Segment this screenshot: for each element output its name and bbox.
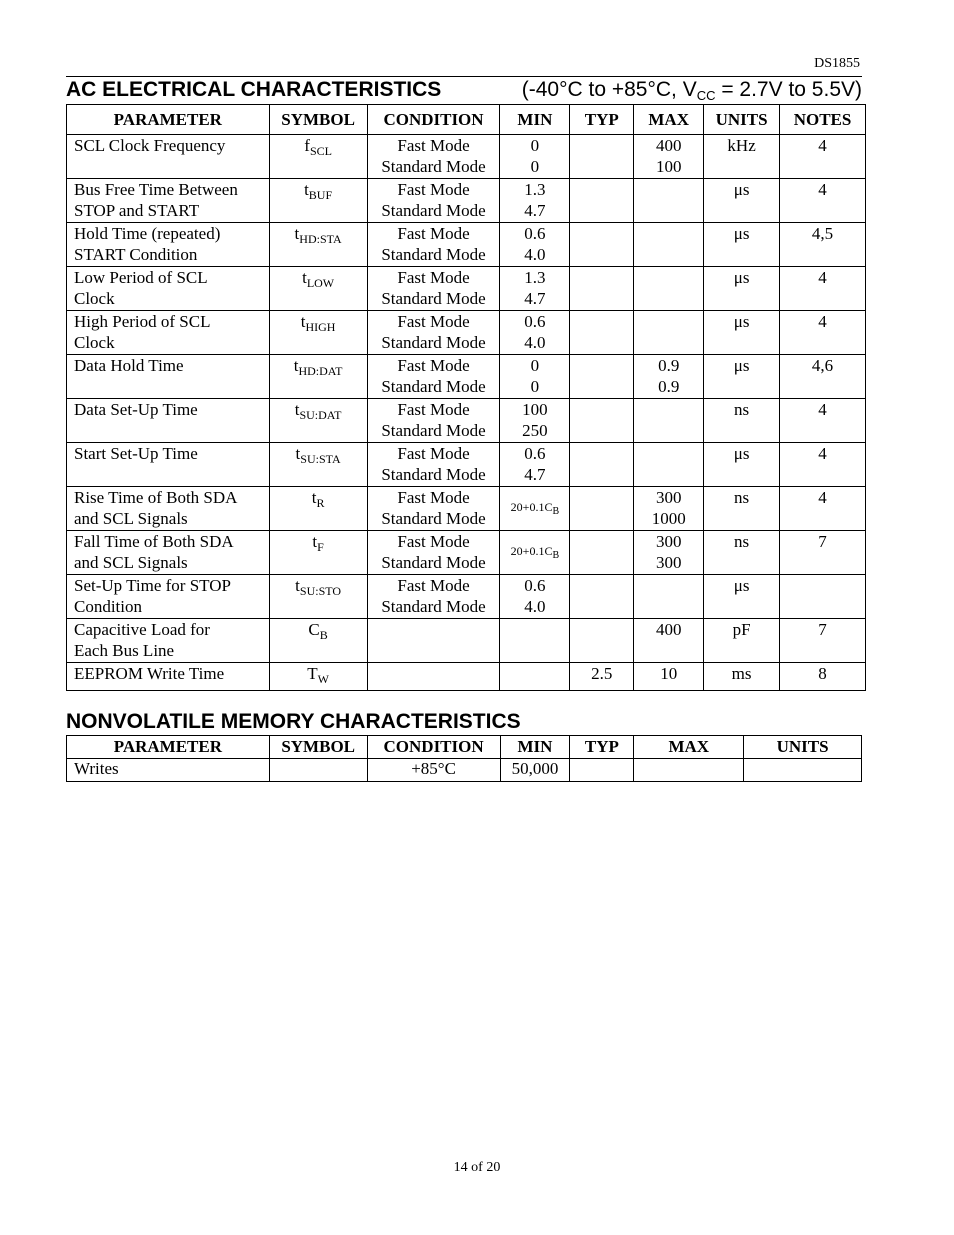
- cell-min: [500, 399, 570, 443]
- cell-parameter: [67, 487, 270, 531]
- cell-units: μs: [704, 179, 780, 223]
- table-row: [67, 619, 866, 663]
- min-fast: 1.3: [524, 268, 546, 287]
- parameter-line-2: START Condition: [74, 245, 198, 264]
- cell-condition: [367, 223, 500, 267]
- cell-parameter: [67, 135, 270, 179]
- symbol-subscript: SU:STA: [300, 452, 341, 466]
- parameter-line-2: Each Bus Line: [74, 641, 175, 660]
- cell-typ: [570, 619, 634, 663]
- condition-standard: Standard Mode: [381, 157, 486, 176]
- min-standard: 250: [522, 421, 548, 440]
- min-formula: 20+0.1C: [510, 544, 553, 558]
- cell-condition: [367, 135, 500, 179]
- cell-units: ns: [704, 531, 780, 575]
- nv-header-condition: CONDITION: [367, 736, 500, 759]
- symbol-letter: t: [311, 488, 317, 507]
- condition-standard: Standard Mode: [381, 245, 486, 264]
- cell-notes: 4: [780, 399, 866, 443]
- parameter-line-2: Clock: [74, 289, 115, 308]
- condition-fast: Fast Mode: [397, 532, 470, 551]
- cell-max: [634, 355, 704, 399]
- table-row: [67, 575, 866, 619]
- table-row: [67, 443, 866, 487]
- table-row: [67, 267, 866, 311]
- parameter-line-1: Data Hold Time: [74, 356, 184, 375]
- cell-min: [500, 663, 570, 691]
- symbol-letter: t: [295, 576, 300, 595]
- table-row: [67, 179, 866, 223]
- min-standard: 4.7: [524, 289, 546, 308]
- condition-fast: Fast Mode: [397, 224, 470, 243]
- min-standard: 0: [530, 157, 540, 176]
- symbol-letter: f: [304, 136, 310, 155]
- cell-symbol: [269, 355, 367, 399]
- parameter-line-2: Condition: [74, 597, 143, 616]
- cell-notes: 4: [780, 179, 866, 223]
- cell-parameter: [67, 619, 270, 663]
- ac-test-conditions: [522, 78, 862, 103]
- cell-typ: [570, 399, 634, 443]
- cell-min: [500, 619, 570, 663]
- cell-max: [634, 487, 704, 531]
- parameter-line-1: Fall Time of Both SDA: [74, 532, 234, 551]
- cell-min: [500, 179, 570, 223]
- ac-section-title: AC ELECTRICAL CHARACTERISTICS: [66, 78, 442, 101]
- cell-symbol: [269, 531, 367, 575]
- cell-symbol: [269, 399, 367, 443]
- min-formula-sub: B: [552, 506, 560, 517]
- min-formula: 20+0.1C: [510, 500, 553, 514]
- nv-header-symbol: SYMBOL: [269, 736, 367, 759]
- min-standard: 4.0: [524, 597, 546, 616]
- cell-min: [500, 443, 570, 487]
- cell-parameter: [67, 443, 270, 487]
- cell-units: ns: [704, 487, 780, 531]
- cell-typ: [570, 575, 634, 619]
- cell-symbol: [269, 135, 367, 179]
- cell-max: [634, 267, 704, 311]
- cell-max: [634, 311, 704, 355]
- header-parameter: PARAMETER: [67, 105, 270, 135]
- parameter-line-2: Clock: [74, 333, 115, 352]
- parameter-line-1: Start Set-Up Time: [74, 444, 198, 463]
- cell-units: ms: [704, 663, 780, 691]
- symbol-subscript: W: [317, 672, 329, 686]
- cell-min: [500, 311, 570, 355]
- nv-parameter: Writes: [67, 759, 270, 782]
- cell-max: [634, 135, 704, 179]
- condition-standard: Standard Mode: [381, 421, 486, 440]
- cell-symbol: [269, 267, 367, 311]
- cell-typ: [570, 223, 634, 267]
- cell-units: kHz: [704, 135, 780, 179]
- table-row: [67, 663, 866, 691]
- condition-fast: Fast Mode: [397, 576, 470, 595]
- symbol-subscript: F: [317, 540, 324, 554]
- conditions-subscript: CC: [696, 88, 716, 103]
- cell-parameter: [67, 575, 270, 619]
- min-fast: 0.6: [524, 312, 546, 331]
- max-standard: 300: [655, 553, 682, 572]
- cell-notes: 4: [780, 311, 866, 355]
- symbol-letter: C: [308, 620, 320, 639]
- cell-condition: [367, 575, 500, 619]
- ac-heading-row: [66, 76, 862, 103]
- cell-units: μs: [704, 575, 780, 619]
- cell-min: [500, 267, 570, 311]
- symbol-letter: t: [312, 532, 318, 551]
- cell-units: μs: [704, 311, 780, 355]
- ac-table-body: [67, 135, 866, 691]
- min-fast: 0: [530, 136, 540, 155]
- min-fast: 0.6: [524, 224, 546, 243]
- conditions-suffix: = 2.7V to 5.5V): [715, 78, 862, 101]
- cell-units: μs: [704, 443, 780, 487]
- header-min: MIN: [500, 105, 570, 135]
- nv-header-parameter: PARAMETER: [67, 736, 270, 759]
- condition-fast: Fast Mode: [397, 356, 470, 375]
- symbol-subscript: HD:STA: [299, 232, 342, 246]
- cell-parameter: [67, 267, 270, 311]
- document-id: DS1855: [814, 56, 860, 71]
- symbol-letter: t: [294, 224, 300, 243]
- cell-condition: [367, 355, 500, 399]
- cell-typ: 2.5: [570, 663, 634, 691]
- nv-symbol: [269, 759, 367, 782]
- cell-max: [634, 443, 704, 487]
- nv-max: [634, 759, 744, 782]
- parameter-line-1: Capacitive Load for: [74, 620, 210, 639]
- cell-notes: 4: [780, 135, 866, 179]
- parameter-line-2: and SCL Signals: [74, 509, 188, 528]
- parameter-line-2: and SCL Signals: [74, 553, 188, 572]
- header-units: UNITS: [704, 105, 780, 135]
- cell-condition: [367, 619, 500, 663]
- condition-standard: Standard Mode: [381, 377, 486, 396]
- cell-notes: [780, 575, 866, 619]
- cell-units: μs: [704, 223, 780, 267]
- ac-characteristics-table: [66, 104, 866, 691]
- condition-standard: Standard Mode: [381, 201, 486, 220]
- condition-fast: Fast Mode: [397, 312, 470, 331]
- cell-notes: 4,5: [780, 223, 866, 267]
- cell-max: [634, 223, 704, 267]
- min-fast: 100: [522, 400, 548, 419]
- symbol-letter: t: [295, 444, 301, 463]
- symbol-letter: T: [307, 664, 318, 683]
- max-standard: 1000: [651, 509, 686, 528]
- symbol-subscript: HD:DAT: [298, 364, 343, 378]
- nv-min: 50,000: [500, 759, 570, 782]
- cell-condition: [367, 443, 500, 487]
- parameter-line-1: Low Period of SCL: [74, 268, 208, 287]
- table-row: [67, 487, 866, 531]
- header-symbol: SYMBOL: [269, 105, 367, 135]
- min-standard: 4.0: [524, 333, 546, 352]
- symbol-letter: t: [302, 268, 307, 287]
- table-row: [67, 759, 862, 782]
- condition-standard: Standard Mode: [381, 289, 486, 308]
- cell-notes: 8: [780, 663, 866, 691]
- cell-notes: 7: [780, 531, 866, 575]
- cell-units: ns: [704, 399, 780, 443]
- table-row: [67, 135, 866, 179]
- cell-typ: [570, 311, 634, 355]
- cell-max: [634, 531, 704, 575]
- symbol-subscript: SCL: [309, 144, 332, 158]
- cell-min: [500, 575, 570, 619]
- parameter-line-1: SCL Clock Frequency: [74, 136, 226, 155]
- min-fast: 1.3: [524, 180, 546, 199]
- cell-symbol: [269, 663, 367, 691]
- symbol-subscript: SU:STO: [299, 584, 342, 598]
- ac-header-row: [67, 105, 866, 135]
- header-notes: NOTES: [780, 105, 866, 135]
- nv-section-title: NONVOLATILE MEMORY CHARACTERISTICS: [66, 710, 521, 733]
- cell-units: μs: [704, 355, 780, 399]
- symbol-subscript: R: [316, 496, 325, 510]
- cell-symbol: [269, 179, 367, 223]
- cell-notes: 7: [780, 619, 866, 663]
- max-fast: 300: [655, 532, 682, 551]
- condition-fast: Fast Mode: [397, 136, 470, 155]
- table-row: [67, 399, 866, 443]
- symbol-letter: t: [304, 180, 309, 199]
- nv-header-row: [67, 736, 862, 759]
- nv-typ: [570, 759, 634, 782]
- symbol-subscript: B: [319, 628, 328, 642]
- max-fast: 10: [660, 664, 678, 683]
- cell-notes: 4: [780, 267, 866, 311]
- cell-min: [500, 223, 570, 267]
- cell-parameter: [67, 311, 270, 355]
- table-row: [67, 355, 866, 399]
- min-standard: 0: [530, 377, 540, 396]
- min-standard: 4.7: [524, 465, 546, 484]
- cell-parameter: [67, 531, 270, 575]
- min-fast: 0: [530, 356, 540, 375]
- nv-condition: +85°C: [367, 759, 500, 782]
- condition-fast: Fast Mode: [397, 400, 470, 419]
- cell-notes: 4: [780, 487, 866, 531]
- parameter-line-1: Bus Free Time Between: [74, 180, 238, 199]
- cell-typ: [570, 267, 634, 311]
- min-fast: 0.6: [524, 444, 546, 463]
- cell-max: [634, 399, 704, 443]
- header-typ: TYP: [570, 105, 634, 135]
- max-fast: 400: [655, 620, 682, 639]
- condition-standard: Standard Mode: [381, 597, 486, 616]
- symbol-letter: t: [293, 356, 299, 375]
- nv-characteristics-table: [66, 735, 862, 782]
- cell-condition: [367, 487, 500, 531]
- table-row: [67, 531, 866, 575]
- parameter-line-2: STOP and START: [74, 201, 200, 220]
- cell-notes: 4: [780, 443, 866, 487]
- cell-typ: [570, 135, 634, 179]
- cell-typ: [570, 531, 634, 575]
- cell-symbol: [269, 619, 367, 663]
- cell-parameter: [67, 355, 270, 399]
- parameter-line-1: High Period of SCL: [74, 312, 211, 331]
- cell-max: [634, 179, 704, 223]
- cell-min: [500, 487, 570, 531]
- cell-parameter: [67, 663, 270, 691]
- min-fast: 0.6: [524, 576, 546, 595]
- condition-fast: Fast Mode: [397, 488, 470, 507]
- header-max: MAX: [634, 105, 704, 135]
- condition-standard: Standard Mode: [381, 509, 486, 528]
- nv-header-typ: TYP: [570, 736, 634, 759]
- parameter-line-1: EEPROM Write Time: [74, 664, 225, 683]
- cell-condition: [367, 311, 500, 355]
- min-formula-sub: B: [552, 550, 560, 561]
- cell-typ: [570, 443, 634, 487]
- condition-standard: Standard Mode: [381, 553, 486, 572]
- cell-max: [634, 619, 704, 663]
- table-row: [67, 223, 866, 267]
- min-standard: 4.0: [524, 245, 546, 264]
- condition-standard: Standard Mode: [381, 333, 486, 352]
- conditions-prefix: (-40°C to +85°C, V: [521, 78, 697, 101]
- cell-parameter: [67, 399, 270, 443]
- max-fast: 400: [655, 136, 682, 155]
- header-condition: CONDITION: [367, 105, 500, 135]
- cell-min: [500, 355, 570, 399]
- cell-symbol: [269, 487, 367, 531]
- cell-symbol: [269, 311, 367, 355]
- condition-standard: Standard Mode: [381, 465, 486, 484]
- cell-condition: [367, 179, 500, 223]
- nv-header-units: UNITS: [744, 736, 862, 759]
- page-number: 14 of 20: [453, 1160, 501, 1175]
- cell-condition: [367, 531, 500, 575]
- cell-typ: [570, 487, 634, 531]
- cell-condition: [367, 663, 500, 691]
- symbol-subscript: LOW: [306, 276, 335, 290]
- max-standard: 100: [655, 157, 682, 176]
- cell-notes: 4,6: [780, 355, 866, 399]
- cell-typ: [570, 355, 634, 399]
- min-standard: 4.7: [524, 201, 546, 220]
- condition-fast: Fast Mode: [397, 268, 470, 287]
- max-standard: 0.9: [658, 377, 680, 396]
- condition-fast: Fast Mode: [397, 444, 470, 463]
- parameter-line-1: Hold Time (repeated): [74, 224, 221, 243]
- max-fast: 300: [655, 488, 682, 507]
- parameter-line-1: Set-Up Time for STOP: [74, 576, 231, 595]
- cell-max: [634, 575, 704, 619]
- symbol-subscript: HIGH: [305, 320, 336, 334]
- max-fast: 0.9: [658, 356, 680, 375]
- condition-fast: Fast Mode: [397, 180, 470, 199]
- cell-condition: [367, 267, 500, 311]
- cell-symbol: [269, 443, 367, 487]
- symbol-letter: t: [300, 312, 306, 331]
- nv-header-max: MAX: [634, 736, 744, 759]
- table-row: [67, 311, 866, 355]
- nv-header-min: MIN: [500, 736, 570, 759]
- cell-symbol: [269, 223, 367, 267]
- cell-symbol: [269, 575, 367, 619]
- cell-units: μs: [704, 267, 780, 311]
- symbol-subscript: SU:DAT: [299, 408, 342, 422]
- cell-parameter: [67, 179, 270, 223]
- cell-max: [634, 663, 704, 691]
- cell-min: [500, 135, 570, 179]
- parameter-line-1: Rise Time of Both SDA: [74, 488, 238, 507]
- symbol-letter: t: [294, 400, 300, 419]
- parameter-line-1: Data Set-Up Time: [74, 400, 198, 419]
- symbol-subscript: BUF: [308, 188, 333, 202]
- cell-condition: [367, 399, 500, 443]
- cell-min: [500, 531, 570, 575]
- cell-typ: [570, 179, 634, 223]
- cell-parameter: [67, 223, 270, 267]
- nv-units: [744, 759, 862, 782]
- cell-units: pF: [704, 619, 780, 663]
